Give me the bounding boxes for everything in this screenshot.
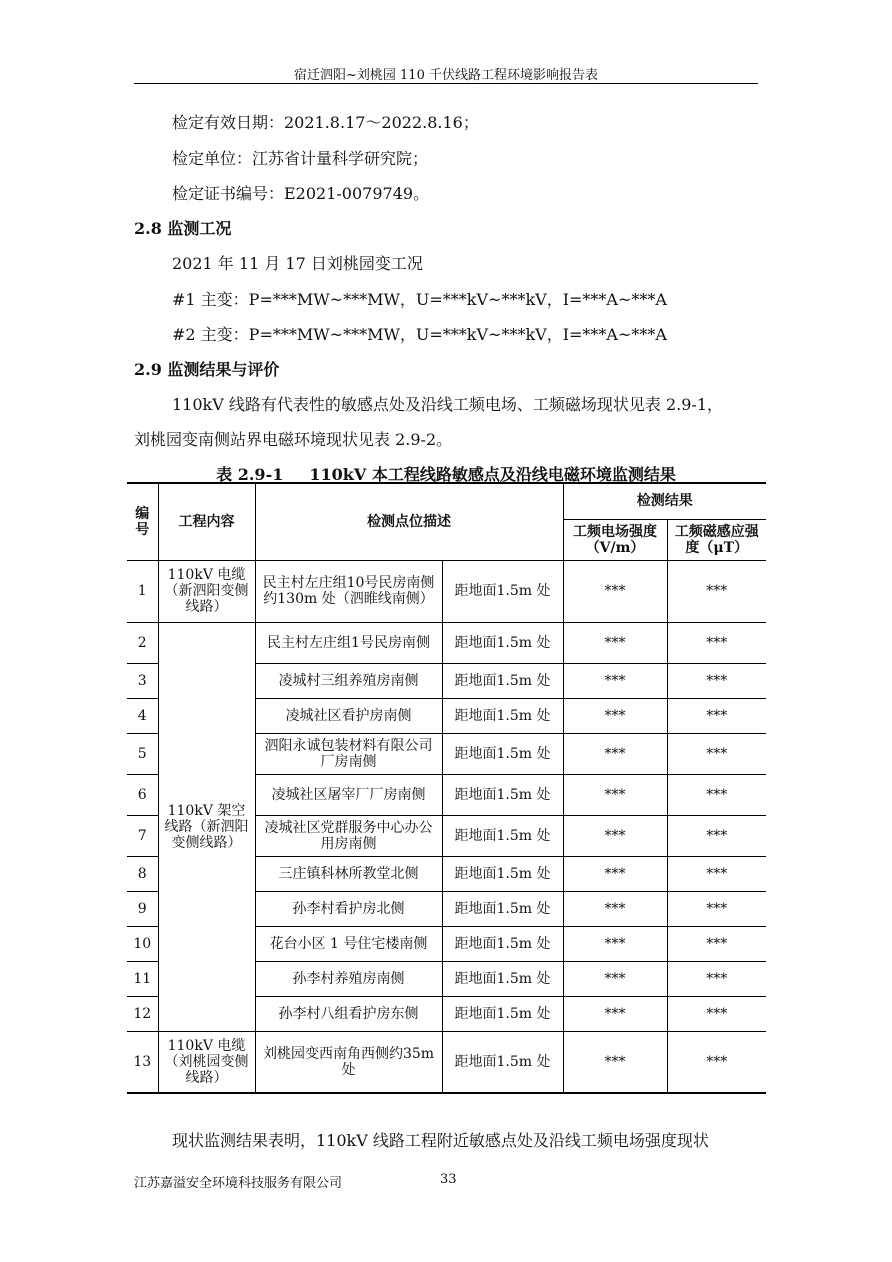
condition-date: 2021 年 11 月 17 日刘桃园变工况 <box>172 254 423 273</box>
point-location: 孙李村养殖房南侧 <box>255 961 442 996</box>
point-height: 距地面1.5m 处 <box>442 891 563 926</box>
b-field-value: *** <box>667 663 766 698</box>
row-number: 13 <box>127 1031 158 1093</box>
e-field-value: *** <box>563 560 667 622</box>
point-height: 距地面1.5m 处 <box>442 733 563 774</box>
project-group-cable-liutaoyuan: 110kV 电缆（刘桃园变侧线路） <box>158 1031 255 1093</box>
point-location: 凌城村三组养殖房南侧 <box>255 663 442 698</box>
point-height: 距地面1.5m 处 <box>442 815 563 856</box>
b-field-value: *** <box>667 815 766 856</box>
table-caption-number: 表 2.9-1 <box>216 465 284 484</box>
row-number: 12 <box>127 996 158 1031</box>
point-height: 距地面1.5m 处 <box>442 926 563 961</box>
e-field-value: *** <box>563 622 667 663</box>
b-field-value: *** <box>667 774 766 815</box>
b-field-value: *** <box>667 996 766 1031</box>
section-2-8-heading: 2.8 监测工况 <box>134 219 232 238</box>
validity-line: 检定有效日期：2021.8.17～2022.8.16； <box>172 113 479 132</box>
header-project: 工程内容 <box>158 483 255 560</box>
e-field-value: *** <box>563 926 667 961</box>
b-field-value: *** <box>667 1031 766 1093</box>
point-height: 距地面1.5m 处 <box>442 663 563 698</box>
point-height: 距地面1.5m 处 <box>442 698 563 733</box>
point-height: 距地面1.5m 处 <box>442 961 563 996</box>
running-header: 宿迁泗阳~刘桃园 110 千伏线路工程环境影响报告表 <box>294 68 598 83</box>
header-rule <box>134 83 758 84</box>
table-row <box>127 1031 766 1093</box>
point-height: 距地面1.5m 处 <box>442 622 563 663</box>
point-location: 凌城社区看护房南侧 <box>255 698 442 733</box>
row-number: 3 <box>127 663 158 698</box>
b-field-value: *** <box>667 733 766 774</box>
e-field-value: *** <box>563 663 667 698</box>
page-number: 33 <box>440 1172 457 1187</box>
header-b-field: 工频磁感应强度（μT） <box>667 519 766 560</box>
row-number: 1 <box>127 560 158 622</box>
table-row <box>127 560 766 622</box>
point-height: 距地面1.5m 处 <box>442 774 563 815</box>
section-2-9-para-line1: 110kV 线路有代表性的敏感点处及沿线工频电场、工频磁场现状见表 2.9-1， <box>172 395 723 414</box>
header-e-field: 工频电场强度（V/m） <box>563 519 667 560</box>
point-height: 距地面1.5m 处 <box>442 856 563 891</box>
point-location: 花台小区 1 号住宅楼南侧 <box>255 926 442 961</box>
b-field-value: *** <box>667 560 766 622</box>
point-location: 凌城社区屠宰厂厂房南侧 <box>255 774 442 815</box>
row-number: 11 <box>127 961 158 996</box>
e-field-value: *** <box>563 856 667 891</box>
row-number: 8 <box>127 856 158 891</box>
header-results: 检测结果 <box>563 483 766 519</box>
b-field-value: *** <box>667 622 766 663</box>
e-field-value: *** <box>563 996 667 1031</box>
point-location: 民主村左庄组1号民房南侧 <box>255 622 442 663</box>
footer-company: 江苏嘉溢安全环境科技服务有限公司 <box>134 1176 343 1191</box>
row-number: 4 <box>127 698 158 733</box>
row-number: 9 <box>127 891 158 926</box>
conclusion-line: 现状监测结果表明，110kV 线路工程附近敏感点处及沿线工频电场强度现状 <box>172 1131 709 1150</box>
b-field-value: *** <box>667 926 766 961</box>
e-field-value: *** <box>563 891 667 926</box>
point-location: 凌城社区党群服务中心办公用房南侧 <box>255 815 442 856</box>
table-caption-text: 110kV 本工程线路敏感点及沿线电磁环境监测结果 <box>309 465 676 484</box>
row-number: 7 <box>127 815 158 856</box>
unit-line: 检定单位：江苏省计量科学研究院； <box>172 149 429 168</box>
e-field-value: *** <box>563 698 667 733</box>
e-field-value: *** <box>563 774 667 815</box>
row-number: 6 <box>127 774 158 815</box>
section-2-9-heading: 2.9 监测结果与评价 <box>134 360 280 379</box>
header-point: 检测点位描述 <box>255 483 563 560</box>
e-field-value: *** <box>563 961 667 996</box>
point-height: 距地面1.5m 处 <box>442 1031 563 1093</box>
point-location: 孙李村八组看护房东侧 <box>255 996 442 1031</box>
project-group-cable-siyang: 110kV 电缆（新泗阳变侧线路） <box>158 560 255 622</box>
b-field-value: *** <box>667 698 766 733</box>
point-location: 民主村左庄组10号民房南侧约130m 处（泗睢线南侧） <box>255 560 442 622</box>
row-number: 10 <box>127 926 158 961</box>
e-field-value: *** <box>563 815 667 856</box>
b-field-value: *** <box>667 856 766 891</box>
point-height: 距地面1.5m 处 <box>442 996 563 1031</box>
point-location: 三庄镇科林所教堂北侧 <box>255 856 442 891</box>
e-field-value: *** <box>563 733 667 774</box>
monitoring-results-table <box>127 482 766 1094</box>
point-location: 泗阳永诚包装材料有限公司厂房南侧 <box>255 733 442 774</box>
cert-line: 检定证书编号：E2021-0079749。 <box>172 184 430 203</box>
transformer-2-line: #2 主变：P=***MW~***MW，U=***kV~***kV，I=***A~***A <box>172 325 667 344</box>
b-field-value: *** <box>667 891 766 926</box>
row-number: 5 <box>127 733 158 774</box>
project-group-overhead: 110kV 架空线路（新泗阳变侧线路） <box>158 622 255 1031</box>
point-location: 刘桃园变西南角西侧约35m 处 <box>255 1031 442 1093</box>
section-2-9-para-line2: 刘桃园变南侧站界电磁环境现状见表 2.9-2。 <box>134 430 453 449</box>
row-number: 2 <box>127 622 158 663</box>
point-height: 距地面1.5m 处 <box>442 560 563 622</box>
point-location: 孙李村看护房北侧 <box>255 891 442 926</box>
table-row <box>127 622 766 663</box>
header-no: 编号 <box>127 483 158 560</box>
e-field-value: *** <box>563 1031 667 1093</box>
b-field-value: *** <box>667 961 766 996</box>
transformer-1-line: #1 主变：P=***MW~***MW，U=***kV~***kV，I=***A~***A <box>172 290 667 309</box>
